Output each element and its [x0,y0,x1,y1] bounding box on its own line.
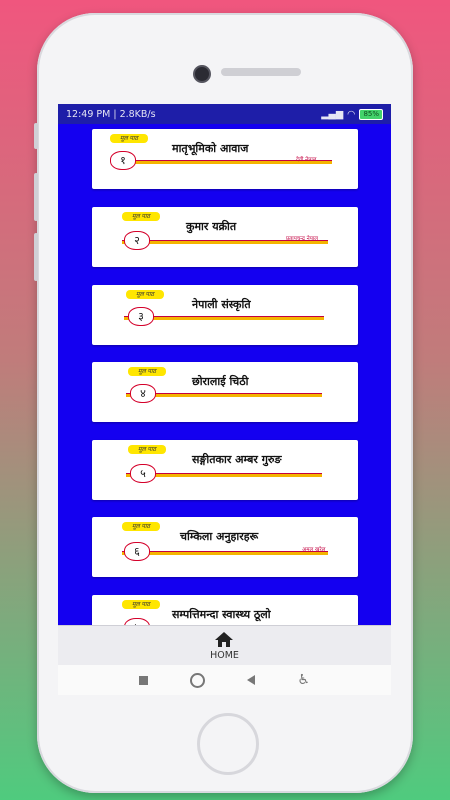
lesson-number: ६ [124,542,150,561]
lesson-badge: मूल पाठ [122,600,160,609]
bottom-navigation [58,625,391,666]
lesson-badge: मूल पाठ [128,367,166,376]
status-bar [58,104,391,124]
lesson-title: छोरालाई चिठी [192,375,249,388]
lesson-title: नेपाली संस्कृति [192,298,251,311]
nav-home-label: HOME [210,650,239,661]
signal-icon: ▂▄▆ [321,108,344,120]
lesson-number: १ [110,151,136,170]
lesson-card-4[interactable] [92,362,358,422]
lesson-card-2[interactable] [92,207,358,267]
earpiece-speaker [221,68,301,76]
lesson-card-1[interactable] [92,129,358,189]
lesson-title: मातृभूमिको आवाज [172,142,249,155]
wifi-icon: ◠ [347,108,356,120]
lesson-badge: मूल पाठ [128,445,166,454]
battery-icon: 85% [359,109,383,120]
lesson-title: चम्किला अनुहारहरू [180,530,259,543]
nav-home[interactable] [210,631,239,661]
lesson-title: सङ्गीतकार अम्बर गुरुङ [192,453,282,466]
lesson-author: अमल खरेल [302,547,326,553]
app-screen [58,104,391,695]
lesson-author: देवी नेपाल [296,157,317,163]
lesson-badge: मूल पाठ [122,212,160,221]
mute-switch [34,123,38,149]
accessibility-icon[interactable]: ♿ [297,672,310,688]
status-time-speed: 12:49 PM | 2.8KB/s [66,108,156,120]
lesson-card-6[interactable] [92,517,358,577]
home-icon [214,631,234,648]
front-camera [193,65,211,83]
lesson-underline [124,316,324,320]
lesson-list[interactable] [58,124,391,625]
volume-down-button [34,233,38,281]
lesson-number: ३ [128,307,154,326]
lesson-author: प्रतापचन्द्र नेपाल [286,236,319,242]
home-circle-icon[interactable] [190,673,205,688]
system-navigation-bar [58,665,391,695]
lesson-number: ५ [130,464,156,483]
back-icon[interactable] [247,675,255,685]
physical-home-button[interactable] [197,713,259,775]
lesson-card-3[interactable] [92,285,358,345]
lesson-title: सम्पत्तिमन्दा स्वास्थ्य ठूलो [172,608,271,621]
lesson-card-5[interactable] [92,440,358,500]
lesson-number: २ [124,231,150,250]
lesson-badge: मूल पाठ [126,290,164,299]
lesson-number: ४ [130,384,156,403]
lesson-badge: मूल पाठ [110,134,148,143]
lesson-title: कुमार यक्रीत [186,220,237,233]
recent-apps-icon[interactable] [139,676,148,685]
lesson-badge: मूल पाठ [122,522,160,531]
volume-up-button [34,173,38,221]
lesson-underline [122,551,328,555]
